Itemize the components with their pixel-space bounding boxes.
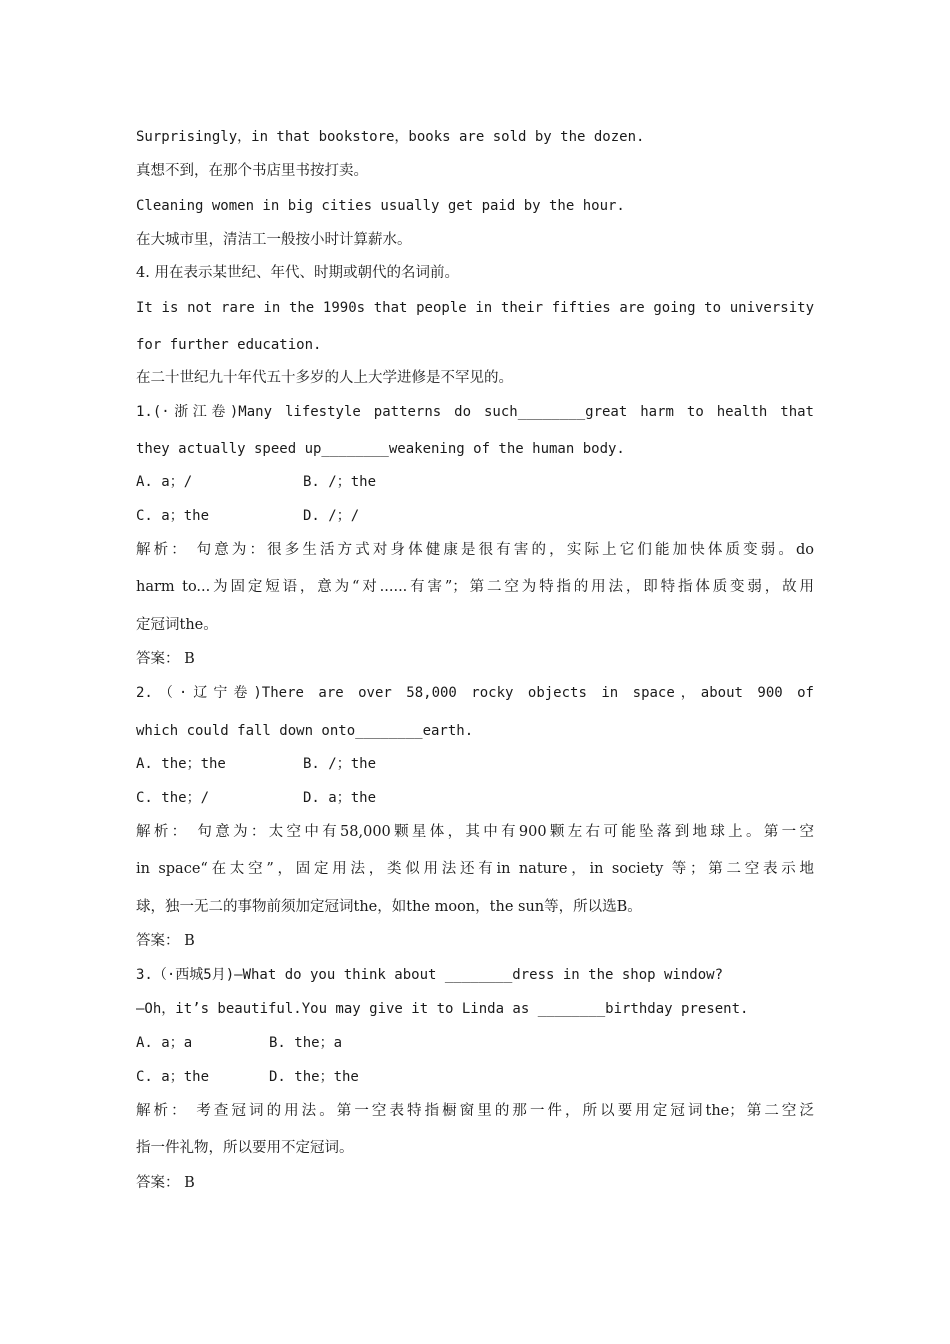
- example-3-english-line-2: for further education.: [136, 337, 322, 353]
- q3-stem-line-1: 3.（·西城5月)—What do you think about ________dress in the shop window?: [136, 967, 724, 983]
- q1-analysis-line-2: harm to...为固定短语，意为“对......有害”；第二空为特指的用法，即特指体质变弱，故用: [136, 579, 814, 595]
- example-3-chinese: 在二十世纪九十年代五十多岁的人上大学进修是不罕见的。: [136, 370, 513, 386]
- q1-analysis-line-1: 解析： 句意为：很多生活方式对身体健康是很有害的，实际上它们能加快体质变弱。do: [136, 542, 814, 558]
- example-1-chinese: 真想不到，在那个书店里书按打卖。: [136, 163, 368, 179]
- q2-option-a: A. the；the: [136, 756, 226, 772]
- q2-option-c: C. the；/: [136, 790, 210, 806]
- q2-analysis-line-2: in space“在太空”，固定用法，类似用法还有in nature，in society 等；第二空表示地: [136, 861, 814, 877]
- q2-analysis-line-3: 球，独一无二的事物前须加定冠词the，如the moon，the sun等，所以选B。: [136, 899, 642, 915]
- q3-option-a: A. a；a: [136, 1035, 193, 1051]
- q1-option-c: C. a；the: [136, 508, 210, 524]
- example-1-english: Surprisingly，in that bookstore，books are sold by the dozen.: [136, 129, 645, 145]
- q1-answer: 答案： B: [136, 651, 195, 667]
- q2-option-b: B. /；the: [303, 756, 377, 772]
- q2-answer: 答案： B: [136, 933, 195, 949]
- q2-stem-line-1: 2.（·辽宁卷)There are over 58,000 rocky objects in space，about 900 of: [136, 685, 814, 701]
- q3-analysis-line-2: 指一件礼物，所以要用不定冠词。: [136, 1140, 354, 1156]
- q3-option-b: B. the；a: [269, 1035, 343, 1051]
- q3-analysis-line-1: 解析： 考查冠词的用法。第一空表特指橱窗里的那一件，所以要用定冠词the；第二空泛: [136, 1103, 814, 1119]
- q2-analysis-line-1: 解析： 句意为：太空中有58,000颗星体，其中有900颗左右可能坠落到地球上。第一空: [136, 824, 814, 840]
- q3-option-c: C. a；the: [136, 1069, 210, 1085]
- q3-option-d: D. the；the: [269, 1069, 359, 1085]
- q3-answer: 答案： B: [136, 1175, 195, 1191]
- example-2-english: Cleaning women in big cities usually get paid by the hour.: [136, 198, 625, 214]
- q2-stem-line-2: which could fall down onto________earth.: [136, 723, 474, 739]
- q1-stem-line-2: they actually speed up________weakening of the human body.: [136, 441, 625, 457]
- q3-stem-line-2: —Oh，it’s beautiful.You may give it to Linda as ________birthday present.: [136, 1001, 749, 1017]
- example-2-chinese: 在大城市里，清洁工一般按小时计算薪水。: [136, 232, 412, 248]
- example-3-english-line-1: It is not rare in the 1990s that people in their fifties are going to university: [136, 300, 814, 316]
- q1-analysis-line-3: 定冠词the。: [136, 617, 218, 633]
- q1-option-a: A. a；/: [136, 474, 193, 490]
- q2-option-d: D. a；the: [303, 790, 377, 806]
- q1-option-d: D. /；/: [303, 508, 360, 524]
- q1-option-b: B. /；the: [303, 474, 377, 490]
- rule-4-heading: 4. 用在表示某世纪、年代、时期或朝代的名词前。: [136, 265, 459, 281]
- q1-stem-line-1: 1.(·浙江卷)Many lifestyle patterns do such________great harm to health that: [136, 404, 814, 420]
